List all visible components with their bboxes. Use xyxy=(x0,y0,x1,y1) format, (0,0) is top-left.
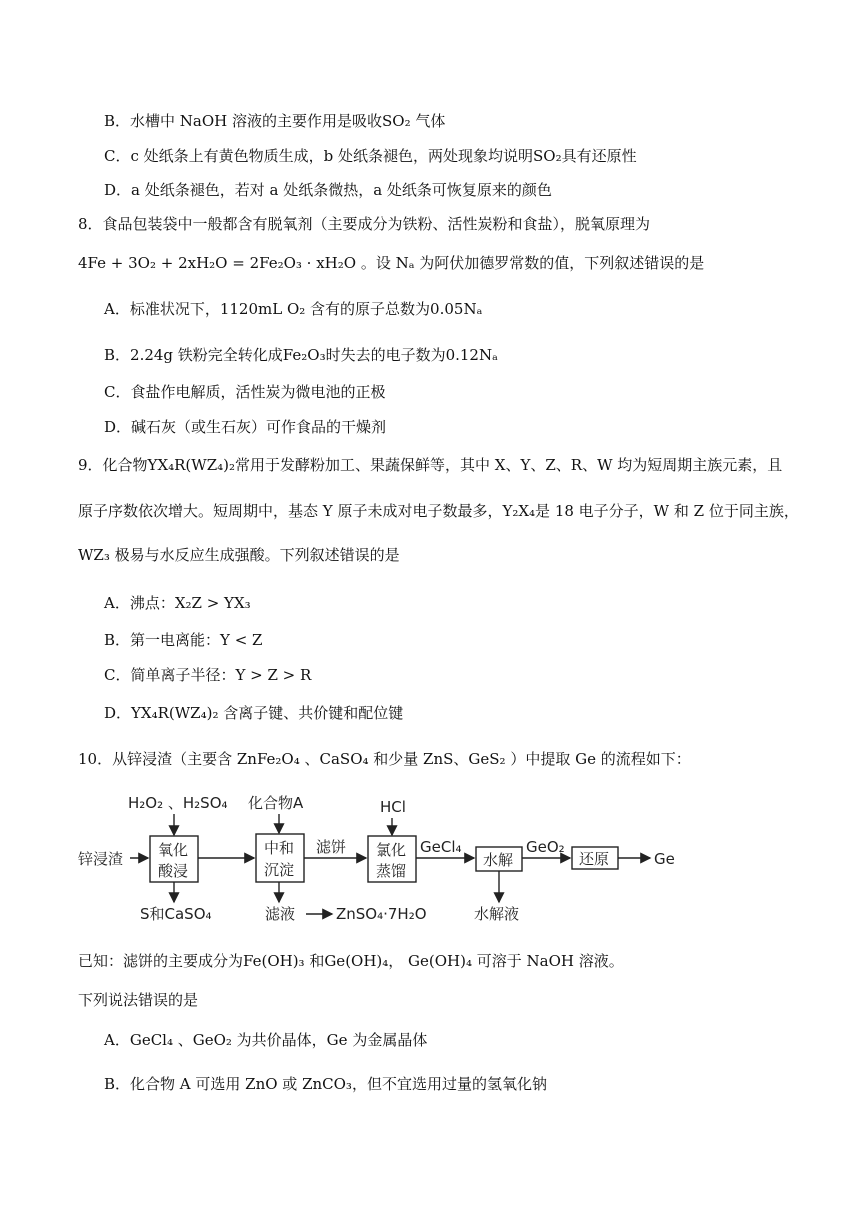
q9-option-b: B．第一电离能：Y < Z xyxy=(104,631,263,649)
flow-geo2-label: GeO₂ xyxy=(526,838,565,856)
flow-filter-cake-label: 滤饼 xyxy=(316,838,347,856)
flow-output-s-caso4: S和CaSO₄ xyxy=(140,905,212,923)
q8-option-d: D．碱石灰（或生石灰）可作食品的干燥剂 xyxy=(104,418,387,436)
q8-stem-line1: 8．食品包装袋中一般都含有脱氧剂（主要成分为铁粉、活性炭粉和食盐），脱氧原理为 xyxy=(78,215,651,233)
q9-option-a: A．沸点：X₂Z > YX₃ xyxy=(104,594,251,612)
q8-stem-line2: 4Fe + 3O₂ + 2xH₂O = 2Fe₂O₃ · xH₂O 。设 Nₐ 为阿伏加德罗常数的值，下列叙述错误的是 xyxy=(78,254,705,272)
flow-box3-line2: 蒸馏 xyxy=(376,862,407,880)
flow-product-ge: Ge xyxy=(654,850,675,868)
flow-box5-label: 还原 xyxy=(579,850,610,868)
q9-option-d: D．YX₄R(WZ₄)₂ 含离子键、共价键和配位键 xyxy=(104,704,404,722)
flow-reagent2: 化合物A xyxy=(248,794,304,812)
flow-filtrate-label: 滤液 xyxy=(265,905,296,923)
flow-box1-line2: 酸浸 xyxy=(158,862,189,880)
flow-product-znso4: ZnSO₄·7H₂O xyxy=(336,905,427,923)
q8-option-c: C．食盐作电解质，活性炭为微电池的正极 xyxy=(104,383,386,401)
flow-box2-line2: 沉淀 xyxy=(264,861,295,879)
q10-option-b: B．化合物 A 可选用 ZnO 或 ZnCO₃，但不宜选用过量的氢氧化钠 xyxy=(104,1075,547,1093)
q7-option-d: D．a 处纸条褪色，若对 a 处纸条微热，a 处纸条可恢复原来的颜色 xyxy=(104,181,552,199)
flow-box1-line1: 氧化 xyxy=(158,841,189,859)
flow-gecl4-label: GeCl₄ xyxy=(420,838,462,856)
q10-stem: 10．从锌浸渣（主要含 ZnFe₂O₄ 、CaSO₄ 和少量 ZnS、GeS₂ ）中提取 Ge 的流程如下： xyxy=(78,750,691,768)
flow-box3-line1: 氯化 xyxy=(376,841,407,859)
q10-option-a: A．GeCl₄ 、GeO₂ 为共价晶体，Ge 为金属晶体 xyxy=(104,1031,428,1049)
flow-reagent3-hcl: HCl xyxy=(380,798,406,816)
q9-stem-line3: WZ₃ 极易与水反应生成强酸。下列叙述错误的是 xyxy=(78,546,400,564)
q9-stem-line1: 9．化合物YX₄R(WZ₄)₂常用于发酵粉加工、果蔬保鲜等，其中 X、Y、Z、R、W 均为短周期主族元素，且 xyxy=(78,456,783,474)
flow-reagent1: H₂O₂ 、H₂SO₄ xyxy=(128,794,228,812)
q9-option-c: C．简单离子半径：Y > Z > R xyxy=(104,666,312,684)
q7-option-c: C．c 处纸条上有黄色物质生成，b 处纸条褪色，两处现象均说明SO₂具有还原性 xyxy=(104,147,637,165)
q9-stem-line2: 原子序数依次增大。短周期中，基态 Y 原子未成对电子数最多，Y₂X₄是 18 电子分子，W 和 Z 位于同主族， xyxy=(78,502,799,520)
flow-box4-label: 水解 xyxy=(483,851,514,869)
q10-known: 已知：滤饼的主要成分为Fe(OH)₃ 和Ge(OH)₄， Ge(OH)₄ 可溶于 NaOH 溶液。 xyxy=(78,952,624,970)
q8-option-a: A．标准状况下，1120mL O₂ 含有的原子总数为0.05Nₐ xyxy=(104,300,483,318)
flow-input-label: 锌浸渣 xyxy=(78,850,124,868)
q8-option-b: B．2.24g 铁粉完全转化成Fe₂O₃时失去的电子数为0.12Nₐ xyxy=(104,346,498,364)
q10-ask: 下列说法错误的是 xyxy=(78,991,199,1009)
q7-option-b: B．水槽中 NaOH 溶液的主要作用是吸收SO₂ 气体 xyxy=(104,112,446,130)
process-flow-diagram xyxy=(78,790,698,930)
flow-box2-line1: 中和 xyxy=(264,839,295,857)
flow-hydrolysis-liquid: 水解液 xyxy=(474,905,520,923)
